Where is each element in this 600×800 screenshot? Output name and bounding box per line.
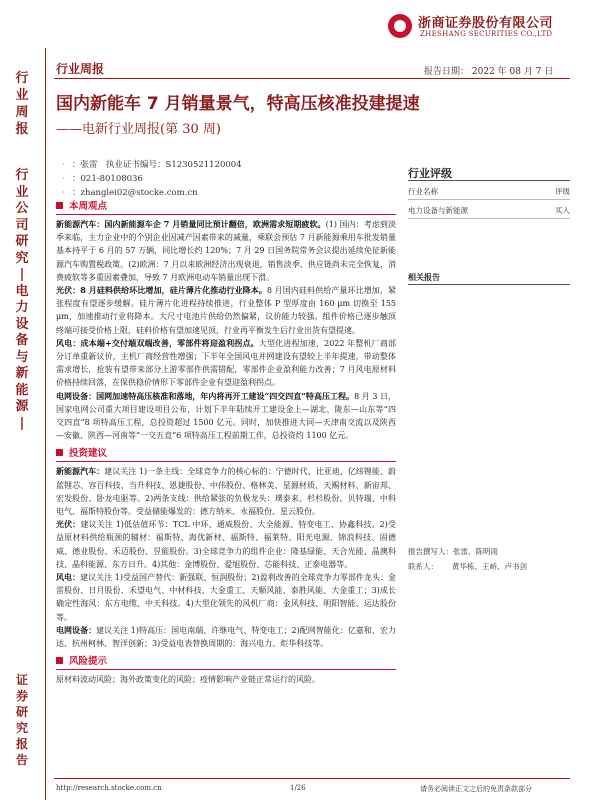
contact-label: 联系人： bbox=[408, 562, 438, 571]
square-bullet-icon bbox=[56, 449, 63, 456]
rating-title: 行业评级 bbox=[408, 167, 452, 180]
rating-row: 行业名称 评级 bbox=[408, 187, 570, 196]
related-reports-title: 相关报告 bbox=[408, 273, 440, 282]
paragraph: 风电：建议关注 1)受益国产替代：新强联、恒润股份；2)盈利改善的全球竞争力零部件龙头：金雷股份、日月股份、禾望电气、中材科技、大金重工、天顺风能、泰胜风能、大金重工；3)成长确定性海风：东方电缆、中天科技。4)大型化领先的风机厂商：金风科技、明阳智能、运达股份等。 bbox=[56, 572, 396, 622]
email-icon: · bbox=[62, 188, 65, 198]
side-label-top: 行 业 周 报 bbox=[15, 71, 29, 137]
paragraph: 光伏：建议关注 1)低估值环节：TCL 中环、通威股份、大全能源、特变电工、协鑫科技。2)受益原材料供给瓶颈的辅材：福斯特、海优新材、福斯特、福莱特、阳光电源、锦浪科技、固德威、德业股份、禾迈股份、昱能股份。3)全球竞争力的组件企业：隆基绿能、天合光能、晶澳科技、晶科能源、东方日升。4)其他：金博股份、爱旭股份、芯能科技、正泰电器等。 bbox=[56, 519, 397, 569]
person-icon: · bbox=[62, 160, 65, 170]
analyst-name: ：张雷 执业证书编号：S1230521120004 bbox=[72, 160, 242, 170]
paragraph: 光伏：8 月硅料供给环比增加，硅片薄片化推动行业降本。8 月国内硅料供给产量环比增加，紧张程度有望逐步缓解。硅片薄片化进程持续推进，行业整体 P 型厚度由 160 μm 切换至 155 μm，加速推动行业将降本。大尺寸电池片供给仍然偏紧，议价能力较强。组件价格已逐步触顶终端可接受价格上限，硅料价格有望加速见顶，行业再平衡发生后行业出货有望提速。 bbox=[56, 285, 396, 335]
page-title: 国内新能车 7 月销量景气，特高压核准投建提速 bbox=[56, 94, 420, 114]
main-column bbox=[56, 198, 396, 687]
section-rule bbox=[56, 669, 396, 670]
rating-rule bbox=[408, 180, 570, 181]
page-number: 1/26 bbox=[290, 784, 306, 792]
section-risks-heading: 风险提示 bbox=[56, 653, 396, 667]
section-suggestions-heading: 投资建议 bbox=[56, 445, 396, 459]
company-name-cn: 浙商证券股份有限公司 bbox=[418, 16, 554, 31]
author-names: 张雷、陈明雨 bbox=[453, 547, 498, 556]
footer-url-link[interactable]: http://research.stocke.com.cn bbox=[56, 784, 162, 792]
rating-row-divider bbox=[408, 199, 570, 200]
paragraph: 电网设备：建议关注 1)特高压：国电南瑞、许继电气、特变电工；2)配网智能化：亿嘉和、宏力达、杭州柯林、智洋创新；3)受益电表替换周期的：海兴电力、炬华科技等。 bbox=[56, 624, 397, 649]
paragraph: 新能源汽车：国内新能源车企 7 月销量同比预计翻倍，欧洲需求短期疲软。(1) 国内：考虑到淡季来临，主力企业中的个别企业因减产因素带来的减量，乘联会预估 7 月新能源乘用车批发销量基本持平于 6 月的 57 万辆，同比增长约 120%；7 月 29 日国务院常务会议提出延续免征新能源汽车购置税政策。(2)欧洲：7 月以来欧洲经济出现衰退，销售淡季、供应链尚未完全恢复，消费疲软等多重因素叠加，导致 7 月欧洲电动车销量出现下滑。 bbox=[56, 219, 396, 282]
footer-divider bbox=[54, 778, 570, 779]
phone-icon: · bbox=[62, 174, 65, 184]
header-divider bbox=[54, 78, 570, 79]
square-bullet-icon bbox=[56, 202, 63, 209]
author-label: 报告撰写人： bbox=[408, 547, 453, 556]
paragraph: 原材料波动风险；海外政策变化的风险；疫情影响产业链正常运行的风险。 bbox=[56, 675, 320, 685]
rating-row: 电力设备与新能源 买入 bbox=[408, 206, 570, 215]
rating-row-divider bbox=[408, 218, 570, 219]
report-type: 行业周报 bbox=[56, 62, 105, 76]
section-rule bbox=[56, 461, 396, 462]
left-divider bbox=[45, 48, 46, 800]
side-label-bottom: 证 券 研 究 报 告 bbox=[15, 673, 28, 767]
side-label-mid: 行 业 公 司 研 究 | 电 力 设 备 与 新 能 源 | bbox=[15, 168, 29, 431]
contacts-block bbox=[408, 544, 527, 574]
paragraph: 风电：成本端+交付端双端改善，零部件将迎盈利拐点。大型化进程加速，2022 年整机厂商部分订单重新议价，主机厂商经营性增强；下半年全国风电并网建设有望较上半年提速，带动整体需求增长，抢装有望带来部分上游零部件供需错配，零部件企业盈利能力改善；7 月风电原材料价格持续回落，在保供稳价情形下零部件企业有望迎盈利拐点。 bbox=[56, 337, 396, 388]
analyst-info bbox=[62, 158, 242, 200]
company-logo-icon bbox=[388, 14, 412, 38]
report-date: 报告日期： 2022 年 08 月 7 日 bbox=[424, 67, 554, 77]
related-rule bbox=[408, 284, 570, 285]
footer-disclaimer: 请务必阅读正文之后的免责条款部分 bbox=[420, 785, 532, 793]
company-name-en: ZHESHANG SECURITIES CO.,LTD bbox=[420, 30, 553, 38]
page-subtitle: ——电新行业周报(第 30 周) bbox=[56, 122, 221, 137]
square-bullet-icon bbox=[56, 657, 63, 664]
section-rule bbox=[56, 214, 396, 215]
paragraph: 电网设备：国网加速特高压核准和落地，年内将再开工建设“四交四直”特高压工程。8 月 3 日，国家电网公司重大项目建设项目公布，计划下半年陆续开工建设金上—湖北、陇东—山东等“四交四直”8 项特高压工程，总投资超过 1500 亿元。同时，加快推进大同—天津南交流以及陕西—安徽、陕西—河南等“一交五直”6 项特高压工程前期工作，总投资约 1100 亿元。 bbox=[56, 390, 397, 441]
paragraph: 新能源汽车：建议关注 1)一条主线：全球竞争力的核心标的：宁德时代、比亚迪、亿纬锂能、蔚蓝锂芯、容百科技、当升科技、恩捷股份、中伟股份、格林美、星源材质、天赐材料、新宙邦、宏发股份、卧龙电驱等。2)两条支线：供给紧张的负极龙头：璞泰来、杉杉股份、贝特瑞、中科电气、福斯特股份等。受益储能爆发的：德方纳米、永福股份、星云股份。 bbox=[56, 466, 396, 517]
analyst-phone: ：021-80108036 bbox=[72, 174, 143, 184]
section-highlights-heading: 本周观点 bbox=[56, 198, 396, 212]
contact-names: 黄华栋、王峤、卢书剑 bbox=[452, 562, 527, 571]
analyst-email: ：zhanglei02@stocke.com.cn bbox=[72, 188, 198, 198]
